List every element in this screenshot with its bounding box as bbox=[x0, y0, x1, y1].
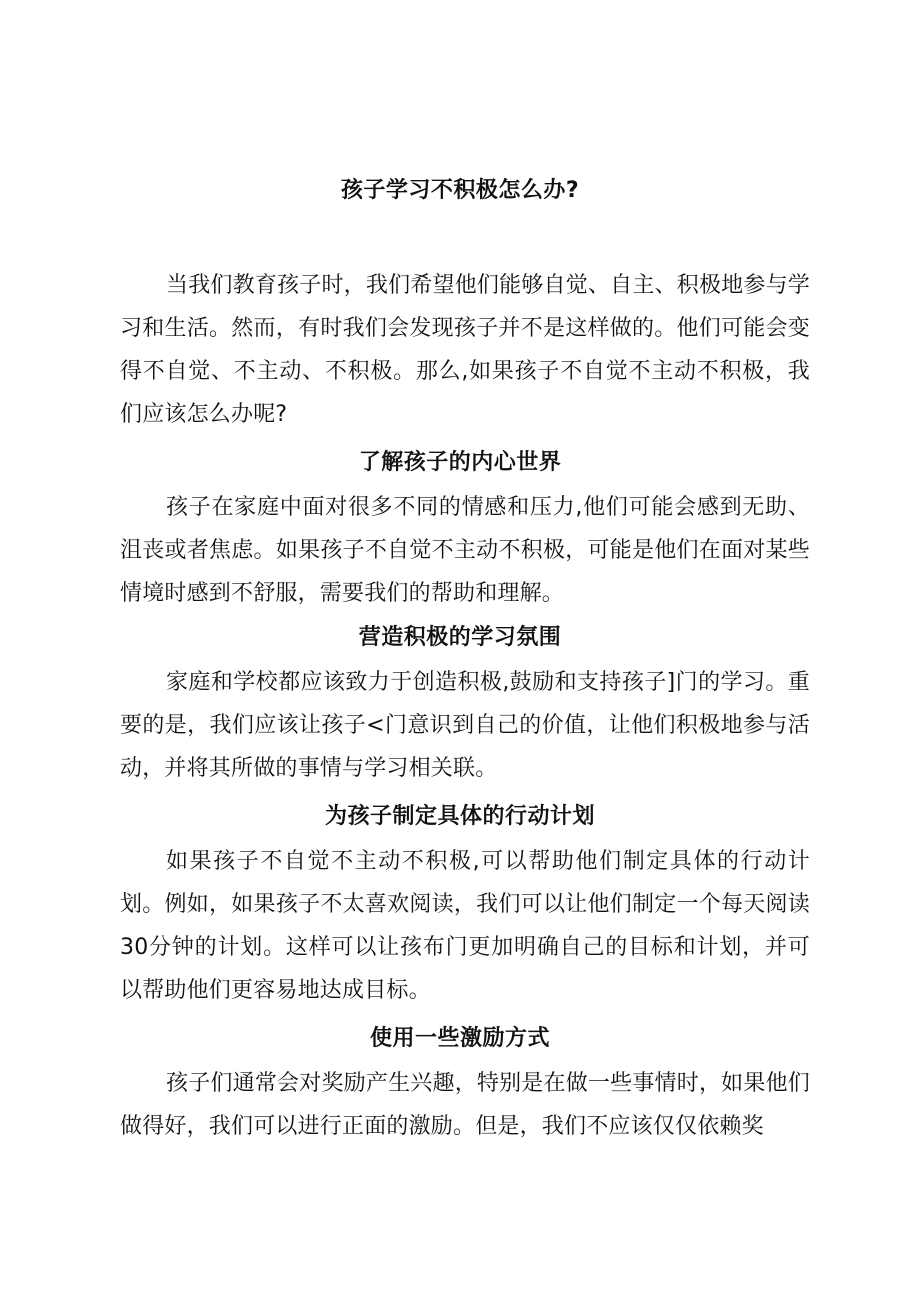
section-body-action-plan: 如果孩子不自觉不主动不积极,可以帮助他们制定具体的行动计划。例如，如果孩子不太喜欢阅读，我们可以让他们制定一个每天阅读30分钟的计划。这样可以让孩布门更加明确自己的目标和计划，并可以帮助他们更容易地达成目标。 bbox=[120, 849, 810, 1003]
intro-paragraph: 当我们教育孩子时，我们希望他们能够自觉、自主、积极地参与学习和生活。然而，有时我们会发现孩子并不是这样做的。他们可能会变得不自觉、不主动、不积极。那么,如果孩子不自觉不主动不积极，我们应该怎么办呢? bbox=[120, 273, 810, 427]
section-heading-incentives: 使用一些激励方式 bbox=[369, 1026, 550, 1051]
section-body-atmosphere: 家庭和学校都应该致力于创造积极,鼓励和支持孩子]门的学习。重要的是，我们应该让孩子<门意识到自己的价值，让他们积极地参与活动，并将其所做的事情与学习相关联。 bbox=[120, 670, 810, 781]
section-heading-action-plan: 为孩子制定具体的行动计划 bbox=[324, 804, 595, 829]
section-body-incentives: 孩子们通常会对奖励产生兴趣，特别是在做一些事情时，如果他们做得好，我们可以进行正面的激励。但是，我们不应该仅仅依赖奖 bbox=[120, 1071, 810, 1139]
document-title: 孩子学习不积极怎么办? bbox=[340, 178, 580, 203]
section-heading-atmosphere: 营造积极的学习氛围 bbox=[358, 625, 562, 650]
section-heading-understand: 了解孩子的内心世界 bbox=[358, 450, 562, 475]
section-body-understand: 孩子在家庭中面对很多不同的情感和压力,他们可能会感到无助、沮丧或者焦虑。如果孩子不自觉不主动不积极，可能是他们在面对某些情境时感到不舒服，需要我们的帮助和理解。 bbox=[120, 495, 810, 606]
